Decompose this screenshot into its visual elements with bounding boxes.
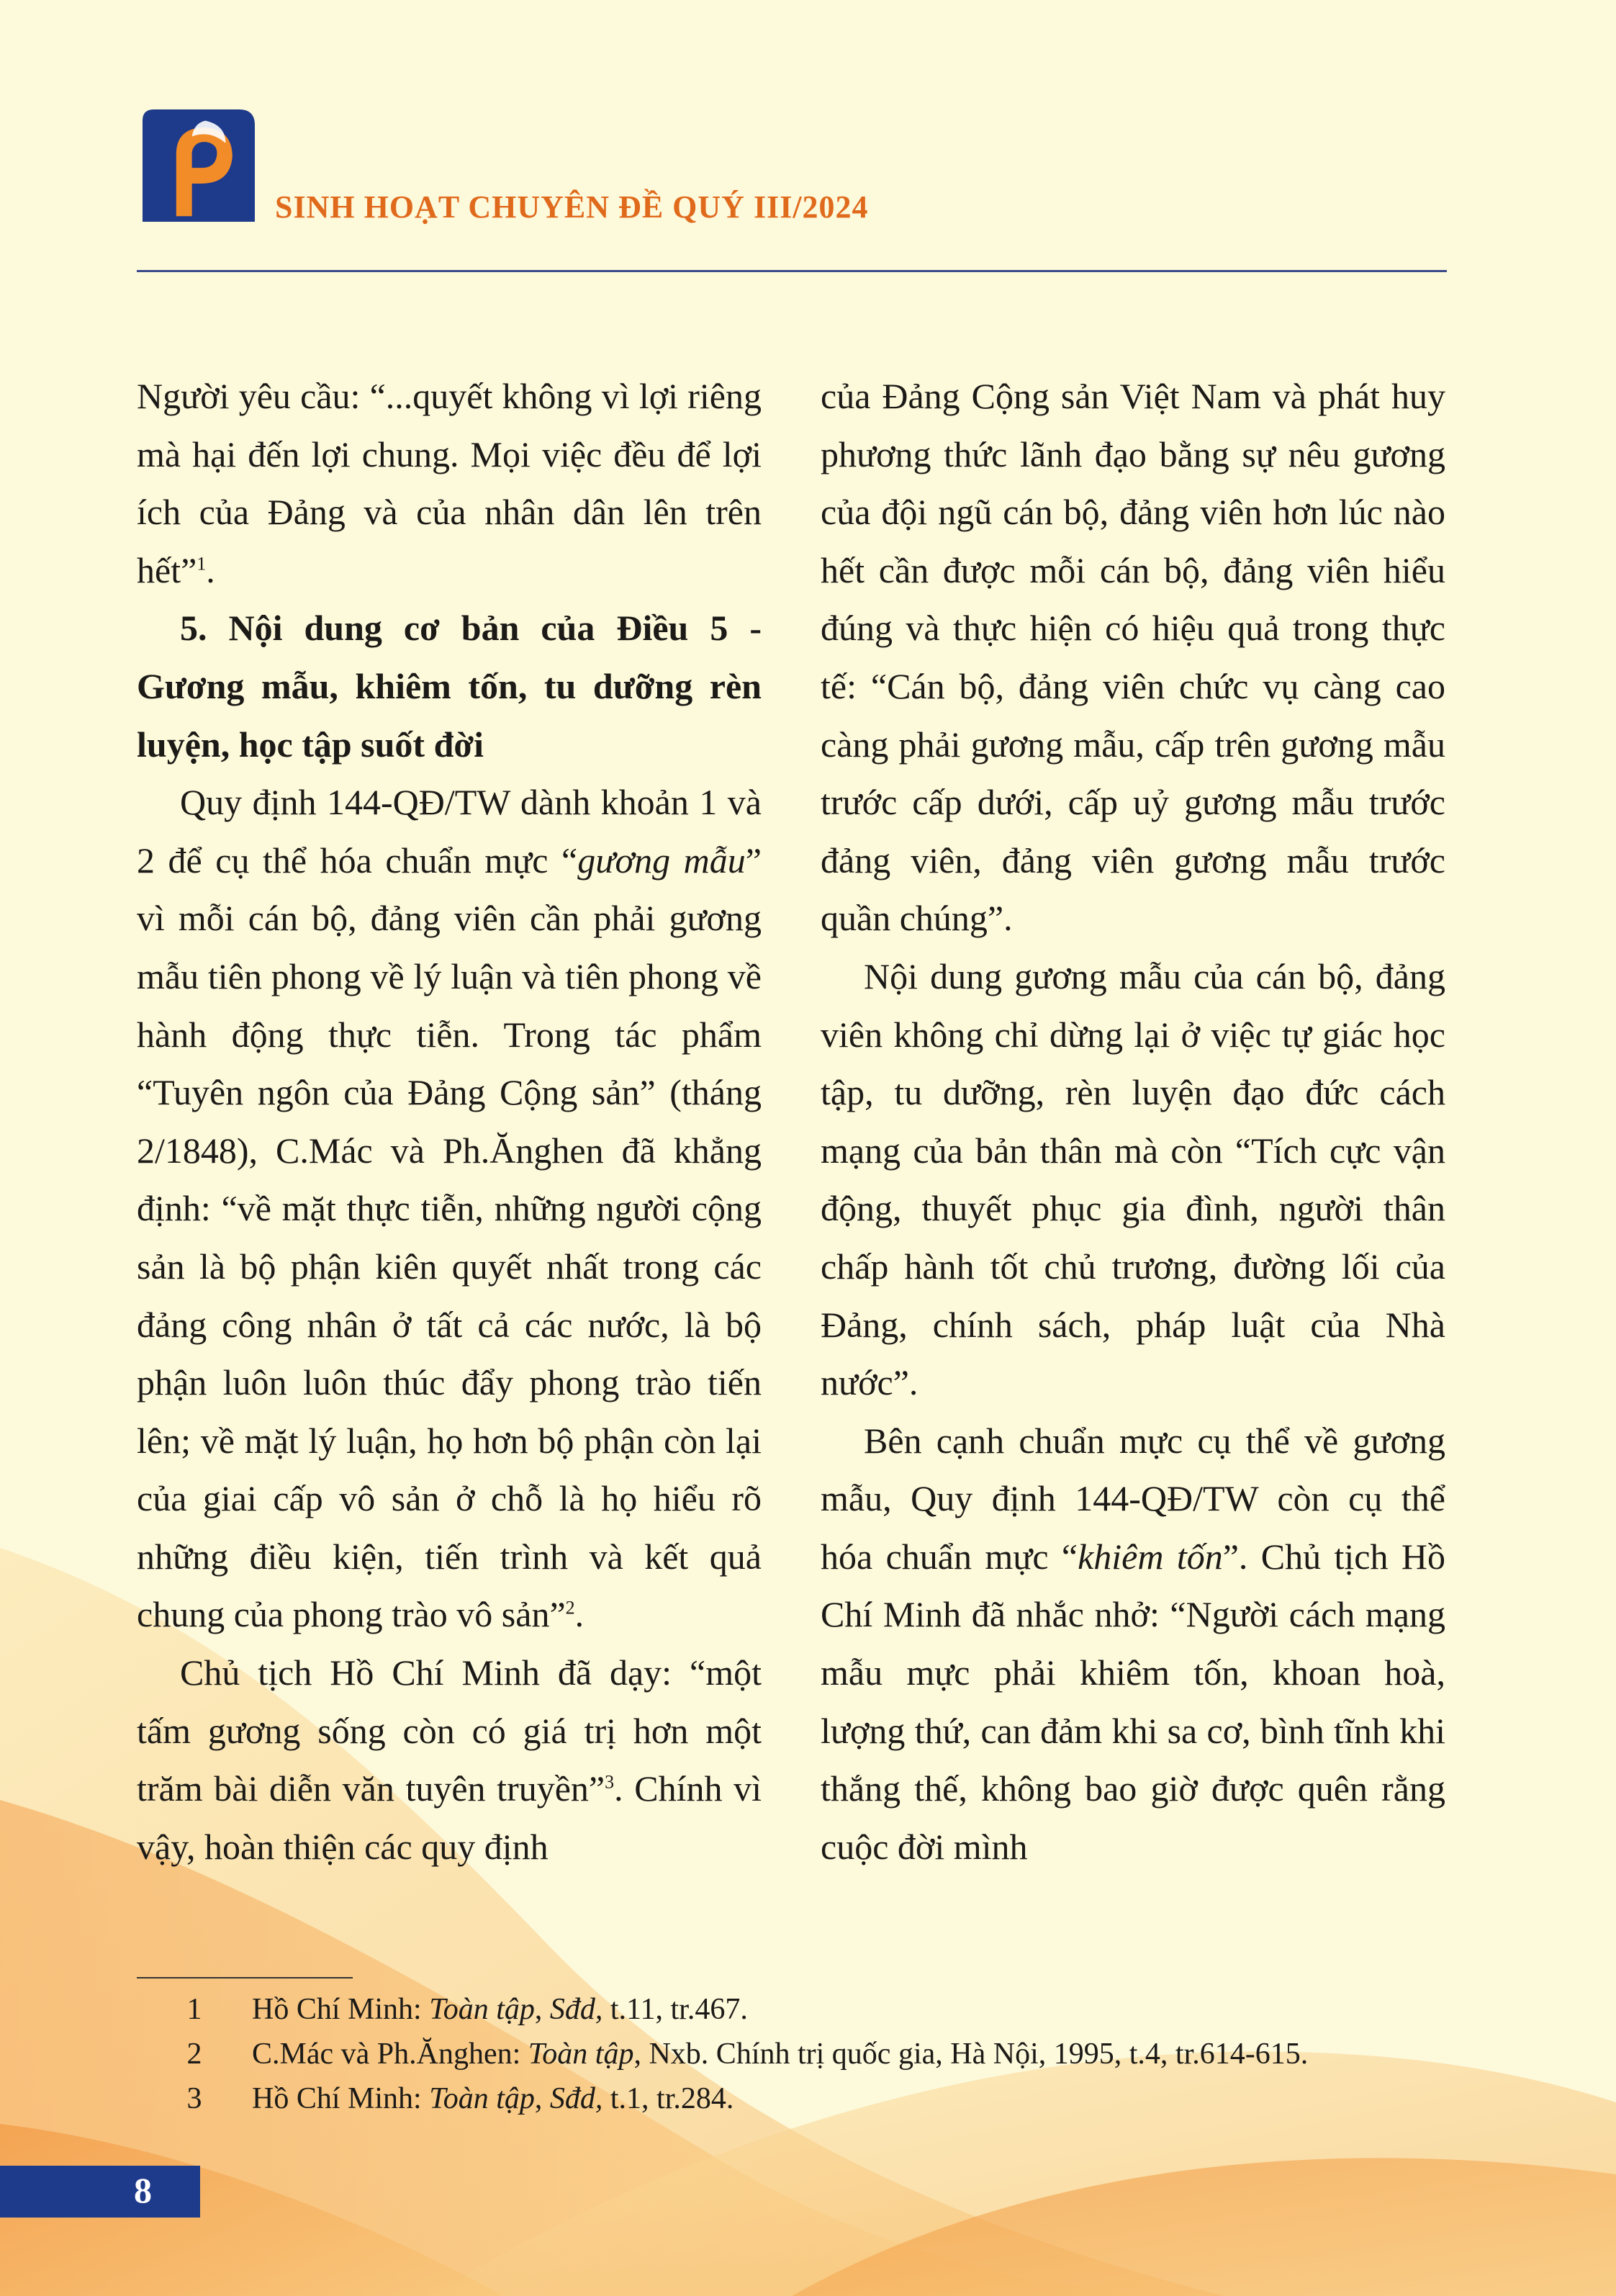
right-column — [821, 367, 1445, 1876]
footnote-1: 1 Hồ Chí Minh: Toàn tập, Sđd, t.11, tr.467. — [137, 1987, 1490, 2032]
page-number-tab — [0, 2166, 200, 2218]
right-paragraph-1: của Đảng Cộng sản Việt Nam và phát huy phương thức lãnh đạo bằng sự nêu gương của đội ngũ cán bộ, đảng viên hơn lúc nào hết cần được mỗi cán bộ, đảng viên hiểu đúng và thực hiện có hiệu quả trong thực tế: “Cán bộ, đảng viên chức vụ càng cao càng phải gương mẫu, cấp trên gương mẫu trước cấp dưới, cấp uỷ gương mẫu trước đảng viên, đảng viên gương mẫu trước quần chúng”. — [821, 376, 1445, 939]
footnote-ref-3[interactable]: 3 — [605, 1771, 615, 1793]
section-heading: 5. Nội dung cơ bản của Điều 5 - Gương mẫu, khiêm tốn, tu dưỡng rèn luyện, học tập suốt đời — [137, 608, 762, 765]
header-divider — [137, 270, 1447, 272]
page-number: 8 — [134, 2170, 152, 2210]
footnote-2: 2 C.Mác và Ph.Ănghen: Toàn tập, Nxb. Chính trị quốc gia, Hà Nội, 1995, t.4, tr.614-615. — [137, 2032, 1490, 2076]
left-paragraph-1: Người yêu cầu: “...quyết không vì lợi riêng mà hại đến lợi chung. Mọi việc đều để lợi ích của Đảng và của nhân dân lên trên hết”$^1$. — [137, 376, 762, 590]
footnote-3: 3 Hồ Chí Minh: Toàn tập, Sđd, t.1, tr.284. — [137, 2076, 1490, 2121]
petrolimex-logo — [143, 109, 255, 222]
left-paragraph-3: Chủ tịch Hồ Chí Minh đã dạy: “một tấm gương sống còn có giá trị hơn một trăm bài diễn văn tuyên truyền”$^3$. Chính vì vậy, hoàn thiện các quy định — [137, 1652, 762, 1867]
right-paragraph-2: Nội dung gương mẫu của cán bộ, đảng viên không chỉ dừng lại ở việc tự giác học tập, tu dưỡng, rèn luyện đạo đức cách mạng của bản thân mà còn “Tích cực vận động, thuyết phục gia đình, người thân chấp hành tốt chủ trương, đường lối của Đảng, chính sách, pháp luật của Nhà nước”. — [821, 955, 1445, 1403]
footnote-number: 3 — [186, 2082, 202, 2115]
footnote-divider — [137, 1977, 353, 1978]
left-column — [137, 367, 762, 1876]
left-paragraph-2: Quy định 144-QĐ/TW dành khoản 1 và 2 để cụ thể hóa chuẩn mực “gương mẫu” vì mỗi cán bộ, đảng viên cần phải gương mẫu tiên phong về lý luận và tiên phong về hành động thực tiễn. Trong tác phẩm “Tuyên ngôn của Đảng Cộng sản” (tháng 2/1848), C.Mác và Ph.Ănghen đã khẳng định: “về mặt thực tiễn, những người cộng sản là bộ phận kiên quyết nhất trong các đảng công nhân ở tất cả các nước, là bộ phận luôn luôn thúc đẩy phong trào tiến lên; về mặt lý luận, họ hơn bộ phận còn lại của giai cấp vô sản ở chỗ là họ hiểu rõ những điều kiện, tiến trình và kết quả chung của phong trào vô sản”$^2$. — [137, 782, 762, 1635]
footnote-number: 2 — [186, 2038, 202, 2071]
footnote-number: 1 — [186, 1993, 202, 2026]
page-header-title: SINH HOẠT CHUYÊN ĐỀ QUÝ III/2024 — [275, 189, 869, 225]
footnote-ref-1[interactable]: 1 — [197, 553, 207, 575]
right-paragraph-3: Bên cạnh chuẩn mực cụ thể về gương mẫu, Quy định 144-QĐ/TW còn cụ thể hóa chuẩn mực “khiêm tốn”. Chủ tịch Hồ Chí Minh đã nhắc nhở: “Người cách mạng mẫu mực phải khiêm tốn, khoan hoà, lượng thứ, can đảm khi sa cơ, bình tĩnh khi thắng thế, không bao giờ được quên rằng cuộc đời mình — [821, 1420, 1445, 1867]
footnotes — [137, 1987, 1490, 2121]
footnote-ref-2[interactable]: 2 — [565, 1597, 575, 1619]
